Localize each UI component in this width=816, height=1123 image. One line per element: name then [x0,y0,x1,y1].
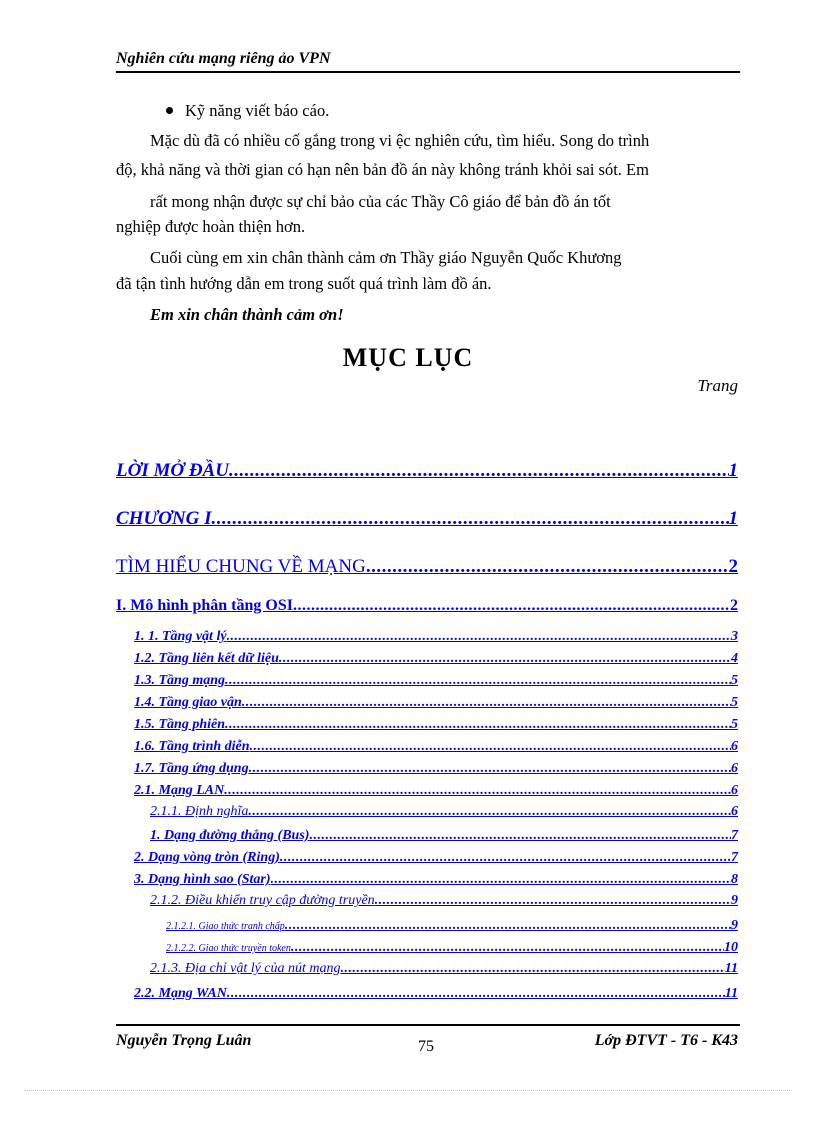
paragraph-line: Cuối cùng em xin chân thành cảm ơn Thầy giáo Nguyễn Quốc Khương [150,248,622,267]
toc-entry-tang-mang[interactable]: 1.3. Tầng mạng ..... 5 [134,673,738,689]
toc-entry-tim-hieu-chung[interactable]: TÌM HIỂU CHUNG VỀ MẠNG ..... 2 [116,556,738,578]
toc-entry-tang-lien-ket[interactable]: 1.2. Tầng liên kết dữ liệu ..... 4 [134,651,738,667]
toc-entry-dang-bus[interactable]: 1. Dạng đường thẳng (Bus) ..... 7 [150,828,738,844]
paragraph-line: Mặc dù đã có nhiều cố gắng trong vi ệc nghiên cứu, tìm hiểu. Song do trình [150,131,650,150]
paragraph-line: rất mong nhận được sự chỉ bảo của các Thầy Cô giáo để bản đồ án tốt [150,192,611,211]
toc-entry-chuong-i[interactable]: CHƯƠNG I ..... 1 [116,508,738,530]
toc-entry-tang-giao-van[interactable]: 1.4. Tầng giao vận ..... 5 [134,695,738,711]
bullet-icon [166,107,173,114]
thanks-line: Em xin chân thành cảm ơn! [150,305,344,324]
bullet-item [166,101,329,121]
toc-entry-mang-wan[interactable]: 2.2. Mạng WAN ..... 11 [134,986,738,1002]
toc-entry-mang-lan[interactable]: 2.1. Mạng LAN ..... 6 [134,783,738,799]
running-header: Nghiên cứu mạng riêng ảo VPN [116,50,740,73]
toc-entry-tang-ung-dung[interactable]: 1.7. Tầng ứng dụng ..... 6 [134,761,738,777]
toc-entry-tang-phien[interactable]: 1.5. Tầng phiên ..... 5 [134,717,738,733]
bullet-text: Kỹ năng viết báo cáo. [185,101,330,120]
toc-entry-dinh-nghia[interactable]: 2.1.1. Định nghĩa ..... 6 [150,804,738,820]
toc-entry-mo-hinh-osi[interactable]: I. Mô hình phân tầng OSI ..... 2 [116,597,738,615]
toc-entry-giao-thuc-tranh-chap[interactable]: 2.1.2.1. Giao thức tranh chấp ..... 9 [166,918,738,934]
page-bottom-divider [24,1090,792,1091]
toc-entry-dia-chi-vat-ly[interactable]: 2.1.3. Địa chỉ vật lý của nút mạng ..... 11 [150,961,738,977]
toc-page-label: Trang [697,376,738,395]
footer-class: Lớp ĐTVT - T6 - K43 [594,1032,738,1049]
page-number: 75 [418,1038,434,1055]
toc-entry-giao-thuc-token[interactable]: 2.1.2.2. Giao thức truyền token ..... 10 [166,940,738,956]
toc-entry-tang-trinh-dien[interactable]: 1.6. Tầng trình diễn ..... 6 [134,739,738,755]
paragraph-line: độ, khả năng và thời gian có hạn nên bản đồ án này không tránh khỏi sai sót. Em [116,160,649,179]
toc-entry-tang-vat-ly[interactable]: 1. 1. Tầng vật lý ..... 3 [134,629,738,645]
paragraph-line: nghiệp được hoàn thiện hơn. [116,217,306,236]
toc-entry-dang-star[interactable]: 3. Dạng hình sao (Star) ..... 8 [134,872,738,888]
footer-divider [116,1024,740,1026]
toc-entry-dieu-khien-truy-cap[interactable]: 2.1.2. Điều khiển truy cập đường truyền ..... 9 [150,893,738,909]
toc-title: MỤC LỤC [342,343,474,372]
toc-entry-loi-mo-dau[interactable]: LỜI MỞ ĐẦU ..... 1 [116,460,738,482]
footer-author: Nguyễn Trọng Luân [116,1032,252,1049]
toc-entry-dang-ring[interactable]: 2. Dạng vòng tròn (Ring) ..... 7 [134,850,738,866]
paragraph-line: đã tận tình hướng dẫn em trong suốt quá trình làm đồ án. [116,274,492,293]
